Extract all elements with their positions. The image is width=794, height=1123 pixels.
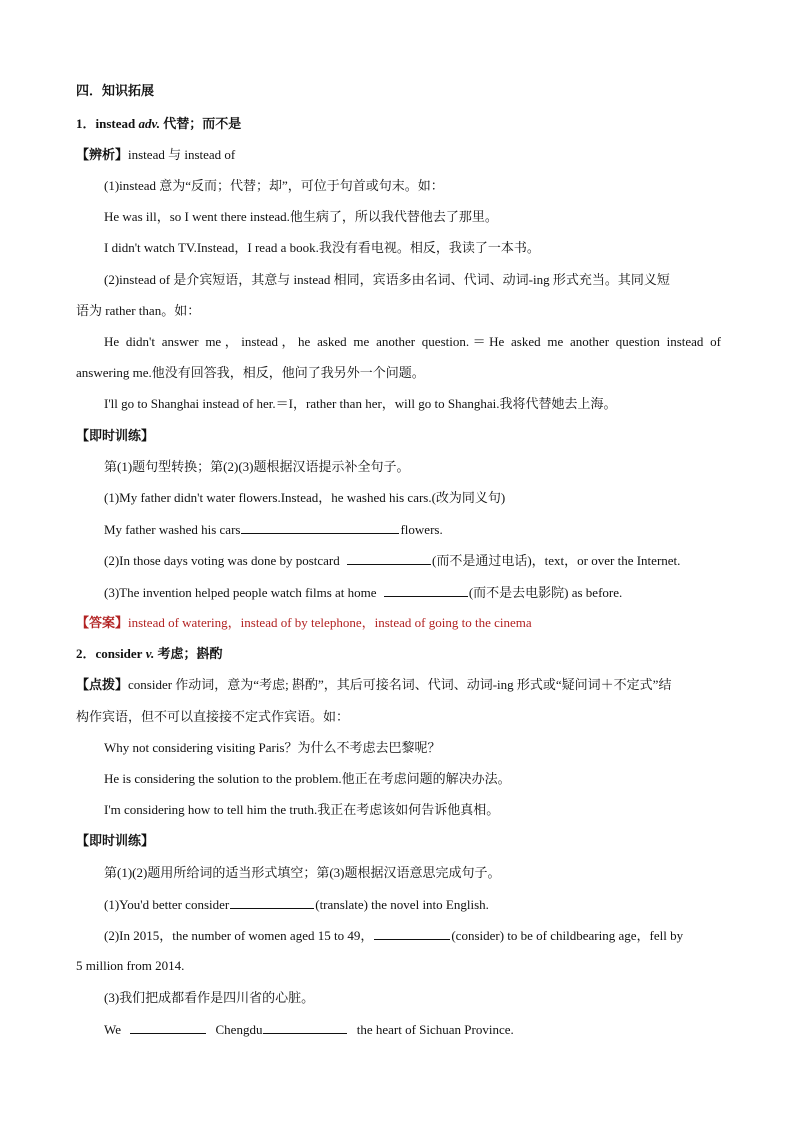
analysis-text: instead 与 instead of bbox=[128, 147, 236, 162]
answer-text: instead of watering，instead of by telephone，instead of going to the cinema bbox=[128, 615, 532, 630]
q2-pre: (2)In 2015，the number of women aged 15 to 49， bbox=[104, 928, 374, 943]
item2-meaning: 考虑；斟酌 bbox=[157, 646, 223, 661]
item1-practice-intro: 第(1)题句型转换；第(2)(3)题根据汉语提示补全句子。 bbox=[104, 459, 410, 474]
item2-example1: Why not considering visiting Paris？为什么不考虑去巴黎呢？ bbox=[104, 740, 441, 755]
item1-analysis bbox=[76, 146, 721, 164]
item1-point2-line2: 语为 rather than。如： bbox=[76, 303, 201, 318]
item1-meaning: 代替；而不是 bbox=[163, 116, 242, 131]
item2-question2 bbox=[104, 926, 721, 945]
item2-pos: v. bbox=[145, 646, 155, 661]
answer-blank[interactable] bbox=[263, 1020, 347, 1034]
item2-word: consider bbox=[95, 646, 143, 661]
item2-practice-tag: 【即时训练】 bbox=[76, 833, 155, 848]
q1-fill-pre: My father washed his cars bbox=[104, 522, 241, 537]
analysis-tag: 【辨析】 bbox=[76, 147, 129, 162]
item1-pos: adv. bbox=[138, 116, 161, 131]
item2-tip-line1 bbox=[76, 676, 721, 694]
item1-question2 bbox=[104, 551, 721, 570]
item1-point1: (1)instead 意为“反而；代替；却”，可位于句首或句末。如： bbox=[104, 178, 444, 193]
item1-example1: He was ill，so I went there instead.他生病了，所以我代替他去了那里。 bbox=[104, 209, 498, 224]
item1-practice-tag: 【即时训练】 bbox=[76, 428, 155, 443]
item2-question1 bbox=[104, 895, 721, 914]
item1-heading bbox=[76, 115, 721, 133]
answer-blank[interactable] bbox=[241, 520, 399, 534]
item2-example2: He is considering the solution to the problem.他正在考虑问题的解决办法。 bbox=[104, 771, 511, 786]
q1-pre: (1)You'd better consider bbox=[104, 897, 230, 912]
item1-example4: I'll go to Shanghai instead of her.＝I，rather than her，will go to Shanghai.我将代替她去上海。 bbox=[104, 396, 617, 411]
q1-post: (translate) the novel into English. bbox=[315, 897, 489, 912]
answer-blank[interactable] bbox=[347, 551, 431, 565]
q3-post: (而不是去电影院) as before. bbox=[468, 585, 623, 600]
answer-blank[interactable] bbox=[374, 926, 450, 940]
item1-question3 bbox=[104, 583, 721, 602]
item1-question1: (1)My father didn't water flowers.Instead，he washed his cars.(改为同义句) bbox=[104, 490, 506, 505]
q3-pre: (3)The invention helped people watch films at home bbox=[104, 585, 377, 600]
q3-post: the heart of Sichuan Province. bbox=[356, 1022, 514, 1037]
item2-number: 2． bbox=[76, 646, 96, 661]
item2-question3-fill bbox=[104, 1020, 721, 1039]
q1-fill-post: flowers. bbox=[400, 522, 443, 537]
item2-question2-line2: 5 million from 2014. bbox=[76, 958, 185, 973]
answer-blank[interactable] bbox=[230, 895, 314, 909]
tip-text: consider 作动词，意为“考虑; 斟酌”，其后可接名词、代词、动词-ing 形式或“疑问词＋不定式”结 bbox=[128, 677, 672, 692]
item1-question1-fill bbox=[104, 520, 721, 539]
item1-answer bbox=[76, 614, 721, 632]
item2-tip-line2: 构作宾语，但不可以直接接不定式作宾语。如： bbox=[76, 709, 350, 724]
section-title: 四．知识拓展 bbox=[76, 83, 155, 98]
item1-number: 1． bbox=[76, 116, 96, 131]
item2-practice-intro: 第(1)(2)题用所给词的适当形式填空；第(3)题根据汉语意思完成句子。 bbox=[104, 865, 501, 880]
item2-question3: (3)我们把成都看作是四川省的心脏。 bbox=[104, 990, 315, 1005]
item1-example2: I didn't watch TV.Instead，I read a book.我没有看电视。相反，我读了一本书。 bbox=[104, 240, 540, 255]
answer-blank[interactable] bbox=[130, 1020, 206, 1034]
q3-we: We bbox=[104, 1022, 121, 1037]
answer-blank[interactable] bbox=[384, 583, 468, 597]
q2-pre: (2)In those days voting was done by postcard bbox=[104, 553, 340, 568]
item1-example3-line1: He didn't answer me，instead，he asked me another question.＝He asked me another question instead of bbox=[104, 334, 721, 349]
item2-example3: I'm considering how to tell him the truth.我正在考虑该如何告诉他真相。 bbox=[104, 802, 500, 817]
item1-word: instead bbox=[95, 116, 136, 131]
item2-heading bbox=[76, 645, 721, 663]
answer-tag: 【答案】 bbox=[76, 615, 129, 630]
item1-example3-line2: answering me.他没有回答我，相反，他问了我另外一个问题。 bbox=[76, 365, 425, 380]
tip-tag: 【点拨】 bbox=[76, 677, 129, 692]
q2-post: (consider) to be of childbearing age，fell by bbox=[451, 928, 684, 943]
q2-post: (而不是通过电话)，text，or over the Internet. bbox=[432, 553, 681, 568]
item1-point2-line1: (2)instead of 是介宾短语，其意与 instead 相同，宾语多由名词、代词、动词-ing 形式充当。其同义短 bbox=[104, 272, 670, 287]
q3-mid: Chengdu bbox=[215, 1022, 263, 1037]
